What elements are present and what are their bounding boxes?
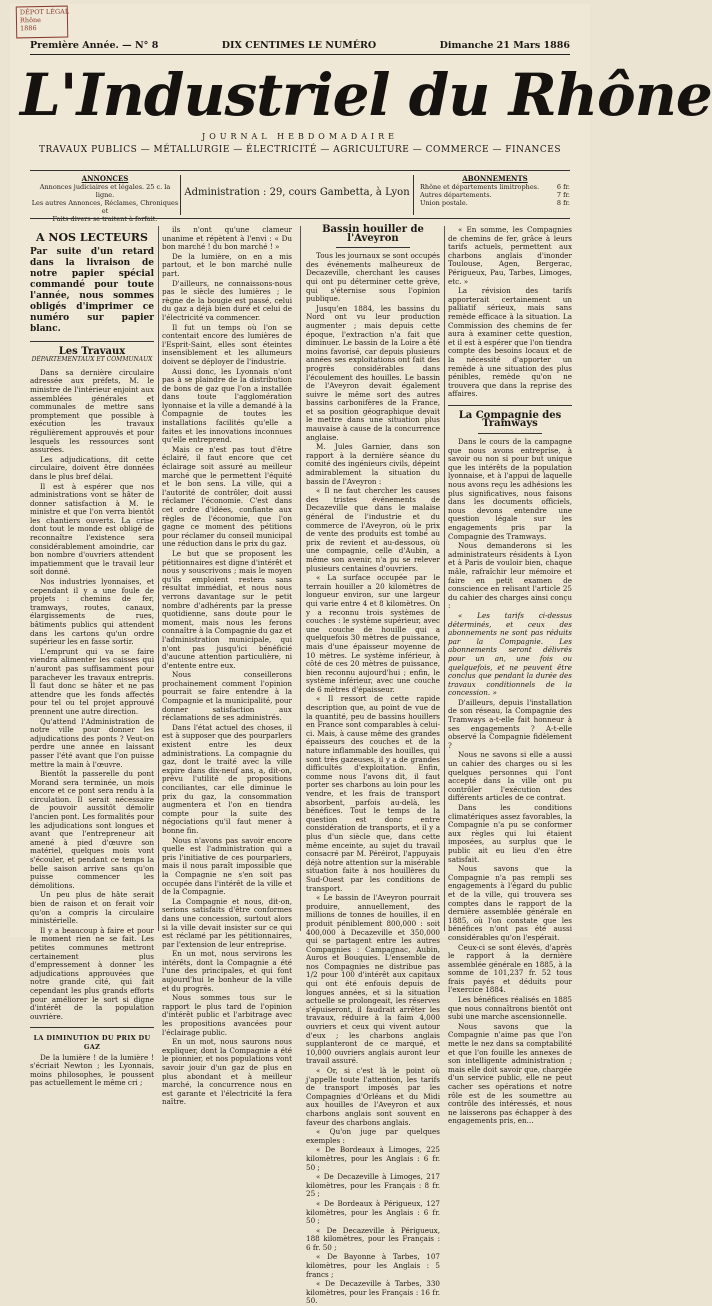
administration-address: Administration : 29, cours Gambetta, à Lyon [181, 175, 414, 215]
paragraph: ils n'ont qu'une clameur unanime et répètent à l'envi : « Du bon marché ! du bon marché ! » [162, 225, 292, 252]
divider [30, 1027, 154, 1028]
abonnement-row [420, 191, 570, 199]
paragraph: « En somme, les Compagnies de chemins de fer, grâce à leurs tarifs actuels, permettent aux charbons anglais d'inonder Toulouse, Agen, Bergerac, Périgueux, Pau, Tarbes, Limoges, etc. » [448, 225, 572, 286]
newspaper-page [10, 4, 712, 1306]
divider [30, 341, 154, 342]
paragraph: Nous conseillerons prochainement comment l'opinion pourrait se faire entendre à la Compagnie et la municipalité, pour donner satisfaction aux réclamations de ses administrés. [162, 670, 292, 723]
issue-number: Première Année. — N° 8 [30, 40, 159, 51]
paragraph: « Il ne faut chercher les causes des tristes événements de Decazeville que dans le malaise général de l'industrie et du commerce de l'Aveyron, où le prix de vente des produits est tombé au prix de revient et au-dessous, où une compagnie, celle d'Aubin, a même son avenir, n'a pu se relever plusieurs centaines d'ouvriers. [306, 486, 440, 573]
header-rule [30, 170, 570, 171]
masthead-topics: TRAVAUX PUBLICS — MÉTALLURGIE — ÉLECTRICITÉ — AGRICULTURE — COMMERCE — FINANCES [39, 145, 561, 155]
paragraph: La Compagnie et nous, dit-on, serions satisfaits d'être conformes dans une concession, surtout alors si la ville devait insister sur ce qui est réclamé par les pétitionnaires, par l'extension de leur entreprise. [162, 896, 292, 949]
travaux-heading: Les Travaux [58, 345, 126, 357]
abonnement-row [420, 199, 570, 207]
paragraph: « De Bordeaux à Périgueux, 127 kilomètres, pour les Anglais : 6 fr. 50 ; [306, 1198, 440, 1226]
paragraph: Nos industries lyonnaises, et cependant il y a une foule de projets : chemins de fer, tramways, routes, canaux, élargissements de rues, bâtiments publics qui attendent dans les cartons qu'un ordre supérieur les en fasse sortir. [30, 577, 154, 647]
annonces-title: ANNONCES [81, 174, 129, 183]
paragraph: La révision des tarifs apporterait certainement un palliatif sérieux, mais sans remède efficace à la situation. La Commission des chemins de fer aura à examiner cette question, et il est à espérer que l'on tiendra compte des besoins locaux et de la nécessité d'apporter un remède à une situation des plus pénibles, remède qu'on ne trouvera que dans la reprise des affaires. [448, 286, 572, 399]
paragraph: De la lumière ! de la lumière ! s'écriait Newton ; les Lyonnais, moins philosophes, le poussent pas actuellement le même cri ; [30, 1052, 154, 1088]
paragraph: Nous demanderons si les administrateurs résidents à Lyon et à Paris de vouloir bien, chaque mâle, rafraîchir leur mémoire et faire en petit examen de conscience en relisant l'article 25 du cahier des charges ainsi conçu : [448, 541, 572, 611]
stamp-line-3: 1886 [20, 24, 37, 33]
column-divider [444, 226, 445, 931]
paragraph: « De Decazeville à Périgueux, 188 kilomètres, pour les Français : 6 fr. 50 ; [306, 1225, 440, 1252]
paragraph: « Il ressort de cette rapide description que, au point de vue de la quantité, peu de bassins houillers en France sont comparables à celui-ci. Mais, à cause même des grandes épaisseurs des couches et de la nature inflammable des houilles, qui sont très gazeuses, il y a de grandes difficultés d'exploitation. Enfin, comme nous l'avons dit, il faut porter ses charbons au loin pour les vendre, et les frais de transport absorbent, parfois au-delà, les bénéfices. Tout le temps de la question est donc entre considération de transports, et il y a plus d'un siècle que, dans cette même enceinte, au sujet du travail consacré par M. Péréirot, l'appuyais déjà notre attention sur la misérable situation faite à nos houillères du Sud-Ouest par les conditions de transport. [306, 694, 440, 893]
paragraph: L'emprunt qui va se faire viendra alimenter les caisses qui n'auront pas suffisamment pour parachever les travaux entrepris. Il faut donc se hâter et ne pas attendre que les fonds affectés pour tel ou tel projet approuvé prennent une autre direction. [30, 646, 154, 716]
column-3 [306, 224, 440, 1306]
column-divider [300, 226, 301, 931]
paragraph: Aussi donc, les Lyonnais n'ont pas à se plaindre de la distribution de bons de gaz que l'on a installée dans toute l'agglomération lyonnaise et la ville a demandé à la Compagnie de toutes les installations facilités qu'elle a faites et les innovations inconnues qu'elle entreprend. [162, 366, 292, 445]
paragraph: Le but que se proposent les pétitionnaires est digne d'intérêt et nous y souscrivons ; mais le moyen qu'ils emploient restera sans résultat immédiat, et nous nous verrons davantage sur le petit nombre d'adhérents par la presse quotidienne, sans doute pour le moment, mais nous les ferons connaître à la Compagnie du gaz et l'administration municipale, qui n'ont pas jusqu'ici bénéficié d'aucune attention particulière, ni d'entente entre eux. [162, 548, 292, 670]
paragraph: Il fut un temps où l'on se contentait encore des lumières de l'Esprit-Saint, elles sont éteintes insensiblement et les allumeurs doivent se déployer de l'industrie. [162, 322, 292, 366]
paragraph: Nous sommes tous sur le rapport le plus tard de l'opinion d'intérêt public et l'arbitrage avec les propositions avancées pour l'éclairage public. [162, 993, 292, 1037]
paragraph: Dans sa dernière circulaire adressée aux préfets, M. le ministre de l'intérieur enjoint aux assemblées générales et communales de mettre sans promptement que possible à exécution les travaux régulièrement approuvés et pour lesquels les ressources sont assurées. [30, 367, 154, 455]
paragraph: M. Jules Garnier, dans son rapport à la dernière séance du comité des ingénieurs civils, dépeint admirablement la situation du bassin de l'Aveyron : [306, 442, 440, 486]
abonnement-row [420, 183, 570, 191]
lecteurs-notice: Par suite d'un retard dans la livraison de notre papier spécial commandé pour toute l'année, nous sommes obligés d'imprimer ce numéro sur papier blanc. [30, 246, 154, 334]
info-bar-rule [30, 218, 570, 219]
paragraph: Dans le cours de la campagne que nous avons entreprise, à savoir ou non si pour but unique que les intérêts de la population lyonnaise, et à l'appui de laquelle nous avons reçu les adhésions les plus significatives, nous faisons dans les documents officiels, nous devons entendre une question légale sur les engagements pris par la Compagnie des Tramways. [448, 437, 572, 541]
issue-price: DIX CENTIMES LE NUMÉRO [221, 40, 377, 51]
paragraph: Qu'attend l'Administration de notre ville pour donner les adjudications des ponts ? Veut-on perdre une année en laissant passer l'été avant que l'on puisse mettre la main à l'œuvre. [30, 716, 154, 769]
quoted-article: « Les tarifs ci-dessus déterminés, et ceux des abonnements ne sont pas réduits par la Compagnie. Les abonnements seront délivrés pour un an, une fois ou quelquefois, et ne peuvent être conclus que pendant la durée des travaux conditionnels de la concession. » [448, 610, 572, 698]
issue-info-bar [30, 40, 570, 55]
column-4 [448, 225, 572, 1126]
paragraph: « De Decazeville à Limoges, 217 kilomètres, pour les Français : 8 fr. 25 ; [306, 1172, 440, 1199]
divider [336, 247, 410, 248]
column-divider [158, 226, 159, 931]
abonnement-price: 7 fr. [556, 191, 570, 199]
paragraph: « De Bordeaux à Limoges, 225 kilomètres, pour les Anglais : 6 fr. 50 ; [306, 1145, 440, 1172]
paragraph: Nous ne savons si elle a aussi un cahier des charges ou si les quelques personnes qui l'ont accepté dans la ville ont pu contrôler l'exécution des différents articles de ce contrat. [448, 750, 572, 803]
paragraph: En un mot, nous saurons nous expliquer, dont la Compagnie a été le pionnier, et nos populations vont savoir jouir d'un gaz de plus en plus abondant et à meilleur marché, la concurrence nous en est garante et l'électricité la fera naître. [162, 1037, 292, 1107]
info-bar [30, 174, 570, 223]
column-2 [162, 225, 292, 1107]
annonces-line: Annonces judiciaires et légales. 25 c. la ligne. [39, 183, 171, 199]
gaz-heading: LA DIMINUTION DU PRIX DU GAZ [33, 1034, 151, 1051]
annonces-box [30, 174, 181, 223]
stamp-line-2: Rhône [19, 16, 42, 25]
divider [478, 433, 542, 434]
annonces-line: Faits divers se traitent à forfait. [52, 215, 158, 223]
column-1 [30, 226, 154, 1088]
paragraph: Les bénéfices réalisés en 1885 que nous connaîtrons bientôt ont subi une marche ascensionnelle. [448, 995, 572, 1022]
abonnements-title: ABONNEMENTS [462, 174, 528, 183]
legal-deposit-stamp [16, 6, 69, 39]
paragraph: Dans les conditions climatériques assez favorables, la Compagnie n'a pu se conformer aux règles qui lui étaient imposées, au surplus que le public ait eu lieu d'en être satisfait. [448, 803, 572, 864]
paragraph: De la lumière, on en a mis partout, et le bon marché nulle part. [162, 251, 292, 278]
paragraph: Il y a beaucoup à faire et pour le moment rien ne se fait. Les petites communes mettront certainement plus d'empressement à donner les adjudications approuvées que notre grande cité, qui fait cependant les plus grands efforts pour améliorer le sort si digne d'intérêt de la population ouvrière. [30, 925, 154, 1021]
masthead-title: L'Industriel du Rhône [20, 61, 712, 129]
paragraph: Nous savons que la Compagnie n'a pas rempli ses engagements à l'égard du public et de la ville, qui trouvera ses comptes dans le rapport de la dernière assemblée générale en 1885, où l'on constate que les bénéfices n'ont pas été aussi considérables qu'on l'espérait. [448, 864, 572, 942]
paragraph: Tous les journaux se sont occupés des événements malheureux de Decazeville, cherchant les causes qui ont pu déterminer cette grève, qui s'éternise sous l'opinion publique. [306, 251, 440, 304]
abonnement-label: Autres départements. [420, 191, 492, 199]
paragraph: « De Decazeville à Tarbes, 330 kilomètres, pour les Français : 16 fr. 50. [306, 1279, 440, 1306]
aveyron-heading: Bassin houiller de l'Aveyron [322, 224, 424, 244]
stamp-line-1: DÉPOT LÉGAL [19, 7, 70, 17]
annonces-line: Les autres Annonces, Réclames, Chroniques et [31, 199, 179, 215]
paragraph: Un peu plus de hâte serait bien de raison et on ferait voir qu'on a compris la circulaire ministérielle. [30, 890, 154, 926]
paragraph: Mais ce n'est pas tout d'être éclairé, il faut encore que cet éclairage soit assuré au meilleur marché que le permettent l'équité et le bon sens. La ville, qui a l'autorité de contrôler, doit aussi réclamer l'économie. C'est dans cet ordre d'idées, confiante aux règles de l'économie, que l'on gagne ce moment des pétitions pour réclamer du conseil municipal une réduction dans le prix du gaz. [162, 444, 292, 549]
paragraph: « La surface occupée par le terrain houiller a 20 kilomètres de longueur environ, sur une largeur qui varie entre 4 et 8 kilomètres. On y a reconnu trois systèmes de couches : le système supérieur, avec une couche de houille qui a quelquefois 30 mètres de puissance, mais d'une épaisseur moyenne de 10 mètres. Le système inférieur, à côté de ces 20 mètres de puissance, bien reconnu aujourd'hui ; enfin, le système inférieur, avec une couche de 6 mètres d'épaisseur. [306, 573, 440, 694]
abonnement-label: Union postale. [420, 199, 468, 207]
paragraph: « Or, si c'est là le point où j'appelle toute l'attention, les tarifs de transport imposés par les Compagnies d'Orléans et du Midi aux houilles de l'Aveyron et aux charbons anglais sont souvent en faveur des charbons anglais. [306, 1066, 440, 1127]
lecteurs-heading: A NOS LECTEURS [36, 231, 148, 244]
paragraph: Dans l'état actuel des choses, il est à supposer que des pourparlers existent entre les deux administrations. La compagnie du gaz, dont le traité avec la ville expire dans dix-neuf ans, a, dit-on, prévu l'utilité de propositions conciliantes, car elle diminue le prix du gaz, la consommation augmentera et l'on en tiendra compte pour la suite des négociations qu'il faut mener à bonne fin. [162, 722, 292, 835]
paragraph: Bientôt la passerelle du pont Morand sera terminée, un mois encore et ce pont sera rendu à la circulation. Il serait nécessaire de pouvoir aussitôt démolir l'ancien pont. Les formalités pour les adjudications sont longues et avant que l'entrepreneur ait amené à pied d'œuvre son matériel, quelques mois vont s'écouler, et pendant ce temps la belle saison arrive sans qu'on puisse commencer les démolitions. [30, 769, 154, 890]
paragraph: D'ailleurs, depuis l'installation de son réseau, la Compagnie des Tramways a-t-elle fait honneur à ses engagements ? A-t-elle observé la Compagnie fidèlement ? [448, 697, 572, 750]
tramways-heading: La Compagnie des Tramways [458, 409, 562, 430]
abonnement-label: Rhône et départements limitrophes. [420, 183, 540, 191]
paragraph: « De Bayonne à Tarbes, 107 kilomètres, pour les Anglais : 5 francs ; [306, 1252, 440, 1279]
paragraph: Les adjudications, dit cette circulaire, doivent être données dans le plus bref délai. [30, 454, 154, 481]
abonnement-price: 6 fr. [556, 183, 570, 191]
abonnement-price: 8 fr. [556, 199, 570, 207]
divider [448, 405, 572, 406]
paragraph: Nous n'avons pas savoir encore quelle est l'administration qui a pris l'initiative de ces pourparlers, mais il nous paraît impossible que la Compagnie ne s'en soit pas occupée dans l'intérêt de la ville et de la Compagnie. [162, 835, 292, 897]
paragraph: « Le bassin de l'Aveyron pourrait produire, annuellement, des millions de tonnes de houilles, il en produit péniblement 800,000 : soit 400,000 à Decazeville et 350,000 qui se partagent entre les autres Compagnies : Campagnac, Aubin, Auros et Bouquies. L'ensemble de nos Compagnies ne distribue pas 1/2 pour 100 d'intérêt aux capitaux qui ont été enfouis depuis de longues années, et si la situation actuelle se prolongeait, les réserves s'épuiseront, il faudrait arrêter les travaux, réduire à la faim 4,000 ouvriers et ceux qui vivent autour d'eux ; les charbons anglais supplanteront de ce marqué, et 10,000 ouvriers anglais auront leur travail assuré. [306, 893, 440, 1066]
paragraph: En un mot, nous servirons les intérêts, dont la Compagnie a été l'une des principales, et qui font aujourd'hui le bonheur de la ville et du progrès. [162, 949, 292, 993]
travaux-subheading: DÉPARTEMENTAUX ET COMMUNAUX [31, 356, 153, 364]
abonnements-box [414, 175, 570, 215]
paragraph: D'ailleurs, ne connaissons-nous pas le siècle des lumières ; le règne de la bougie est passé, celui du gaz a déjà bien duré et celui de l'électricité va commencer. [162, 278, 292, 322]
paragraph: Il est à espérer que nos administrations vont se hâter de donner satisfaction à M. le ministre et que l'on verra bientôt les chantiers ouverts. La crise dont tout le monde est obligé de reconnaître l'existence sera considérablement amoindrie, car bon nombre d'ouvriers attendent impatiemment que le travail leur soit donné. [30, 481, 154, 577]
masthead-subtitle: JOURNAL HEBDOMADAIRE [201, 132, 398, 141]
paragraph: Ceux-ci se sont élevés, d'après le rapport à la dernière assemblée générale en 1885, à la somme de 101,237 fr. 52 tous frais payés et déduits pour l'exercice 1884. [448, 942, 572, 995]
paragraph: « Qu'on juge par quelques exemples : [306, 1127, 440, 1145]
paragraph: Nous savons que la Compagnie n'aime pas que l'on mette le nez dans sa comptabilité et que l'on fouille les annexes de son intelligente administration ; mais elle doit savoir que, chargée d'un service public, elle ne peut cacher ses opérations et notre rôle est de les soumettre au contrôle des intéressés, et nous ne laisserons pas échapper à des engagements pris, en... [448, 1021, 572, 1126]
issue-date: Dimanche 21 Mars 1886 [439, 40, 570, 51]
paragraph: Jusqu'en 1884, les bassins du Nord ont vu leur production augmenter ; mais depuis cette époque, l'extraction n'a fait que diminuer. Le bassin de la Loire a été moins favorisé, car depuis plusieurs années ses exploitations ont fait des progrès considérables dans l'écoulement des houilles. Le bassin de l'Aveyron devait également suivre le même sort des autres bassins carbonifères de la France, et sa position géographique devait le mettre dans une situation plus mauvaise à cause de la concurrence anglaise. [306, 303, 440, 442]
